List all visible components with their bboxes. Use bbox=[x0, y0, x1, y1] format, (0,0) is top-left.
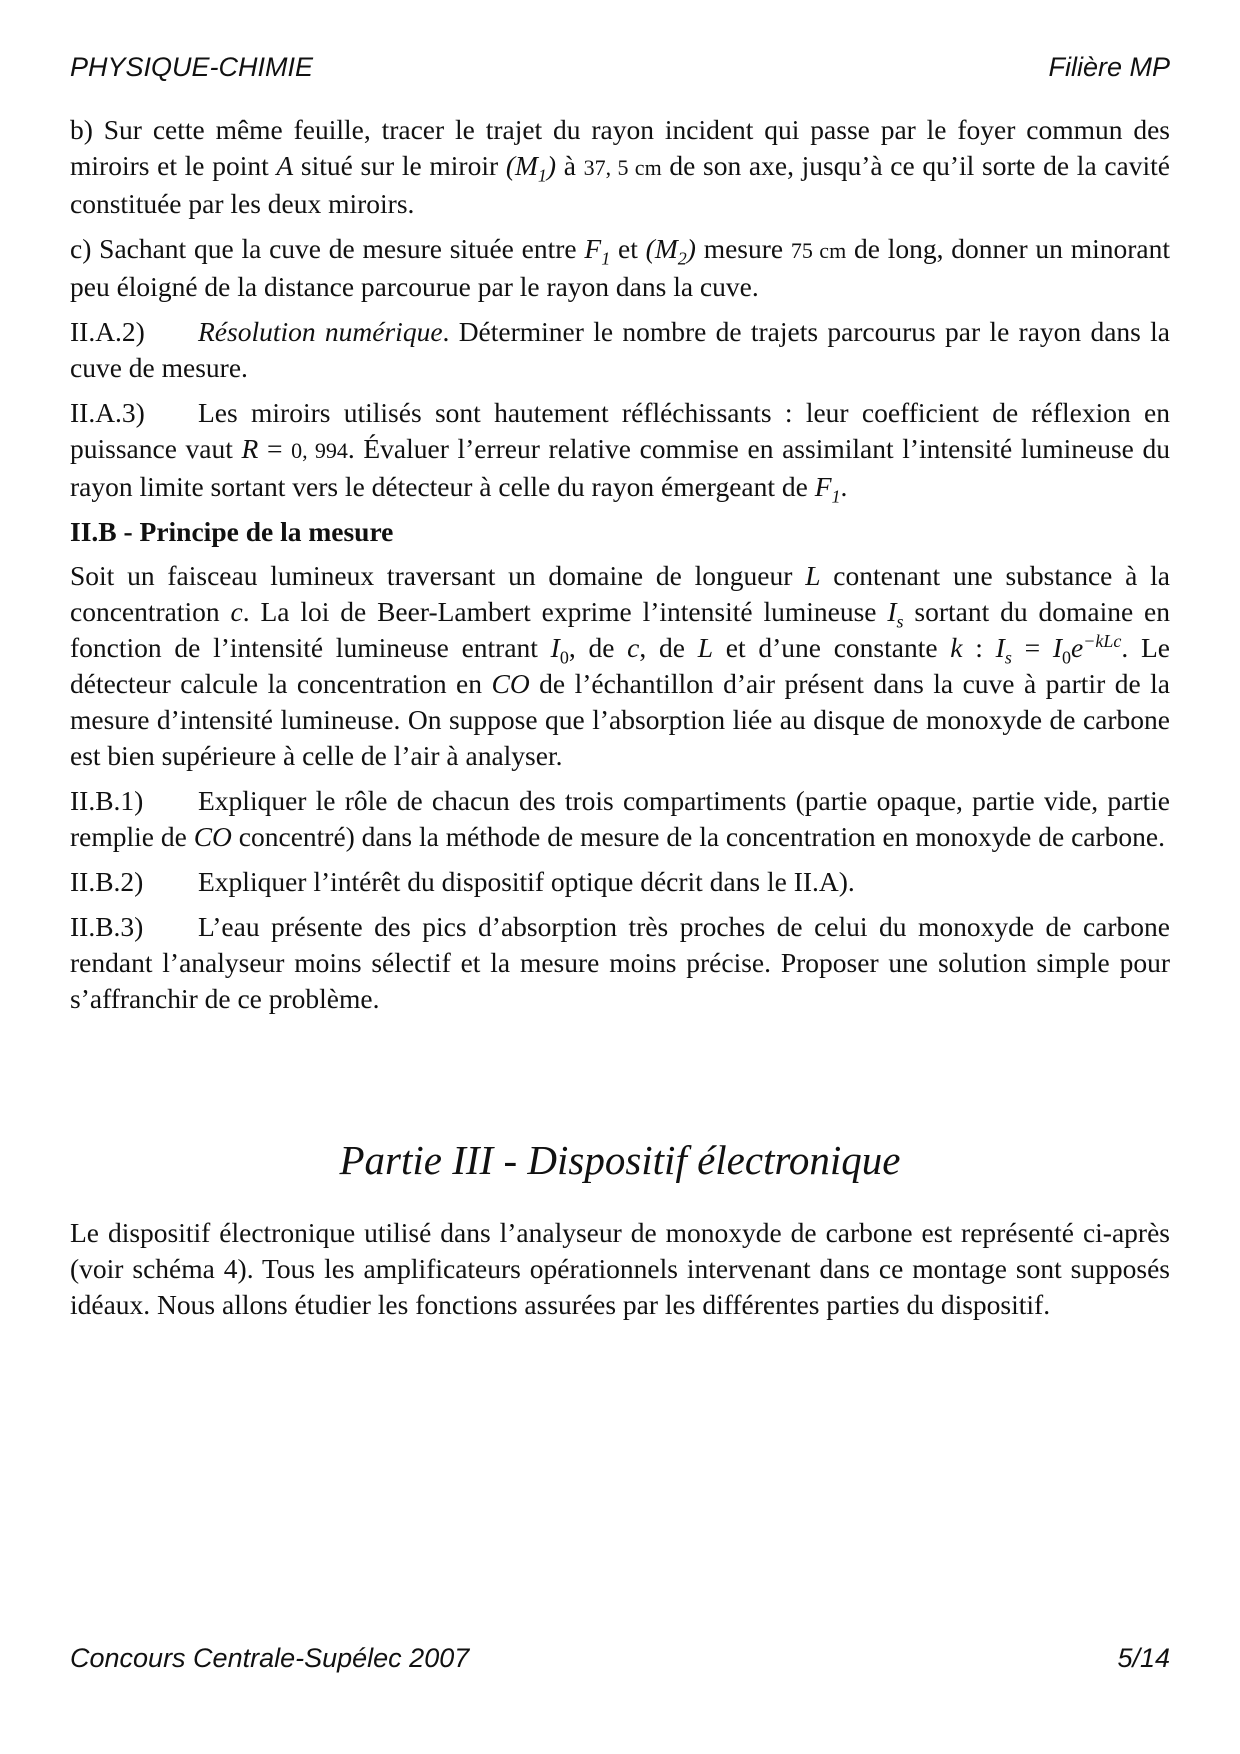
footer-contest: Concours Centrale-Supélec 2007 bbox=[70, 1643, 470, 1673]
text: I bbox=[550, 632, 560, 663]
question-II-B-2 bbox=[70, 864, 1170, 900]
question-II-A-2 bbox=[70, 314, 1170, 386]
text: ) bbox=[546, 150, 557, 181]
paragraph-II-B bbox=[70, 558, 1170, 774]
text: contenant une substance à la concentration bbox=[70, 560, 1170, 627]
symbol-i0 bbox=[550, 632, 569, 668]
header-track: Filière MP bbox=[1048, 52, 1170, 82]
subscript: 1 bbox=[537, 165, 547, 186]
text: (M bbox=[645, 233, 678, 264]
text: Expliquer le rôle de chacun des trois compartiments (partie opaque, partie vide, partie remplie de bbox=[70, 785, 1170, 852]
mirror-m2 bbox=[645, 233, 696, 269]
question-label: II.B.2) bbox=[70, 866, 144, 897]
reflection-value: 0, 994 bbox=[291, 438, 348, 463]
text: sortant du domaine en fonction de l’intensité lumineuse entrant bbox=[70, 596, 1171, 663]
symbol-l: L bbox=[697, 632, 714, 663]
symbol-c: c bbox=[230, 596, 243, 627]
subscript: s bbox=[1004, 647, 1012, 668]
text: Les miroirs utilisés sont hautement réfléchissants : leur coefficient de réflexion en puissance vaut bbox=[70, 397, 1170, 464]
section-heading-II-B: II.B - Principe de la mesure bbox=[70, 516, 394, 547]
text: , de bbox=[639, 632, 698, 663]
question-label: II.B.3) bbox=[70, 911, 144, 942]
symbol-is bbox=[887, 596, 904, 632]
symbol-r: R bbox=[241, 433, 259, 464]
point-a: A bbox=[276, 150, 294, 181]
text: et bbox=[610, 233, 646, 264]
text: . Le détecteur calcule la concentration en bbox=[70, 632, 1170, 699]
text: e bbox=[1071, 632, 1084, 663]
page-content bbox=[70, 112, 1170, 1332]
text: et d’une constante bbox=[713, 632, 951, 663]
symbol-co: CO bbox=[491, 668, 530, 699]
subscript: s bbox=[896, 611, 904, 632]
text: mesure bbox=[695, 233, 791, 264]
question-II-A-3 bbox=[70, 395, 1170, 505]
paragraph-b bbox=[70, 112, 1170, 222]
text: . Déterminer le nombre de trajets parcourus par le rayon dans la cuve de mesure. bbox=[70, 316, 1170, 383]
superscript: −kLc bbox=[1083, 630, 1122, 651]
question-II-B-3 bbox=[70, 909, 1170, 1017]
text: : bbox=[962, 632, 996, 663]
text: . bbox=[840, 471, 848, 502]
subscript: 1 bbox=[601, 248, 611, 269]
question-label: II.A.2) bbox=[70, 316, 145, 347]
focus-f1 bbox=[584, 233, 611, 269]
text: I bbox=[1052, 632, 1062, 663]
text: de son axe, jusqu’à ce qu’il sorte de la cavité constituée par les deux miroirs. bbox=[70, 150, 1170, 219]
symbol-c: c bbox=[627, 632, 640, 663]
distance-value: 37, 5 cm bbox=[583, 155, 662, 180]
emphasis: Résolution numérique bbox=[198, 316, 443, 347]
text: I bbox=[887, 596, 897, 627]
mirror-m1 bbox=[505, 150, 557, 186]
beer-lambert-equation bbox=[995, 630, 1122, 668]
text: c) Sachant que la cuve de mesure située entre bbox=[70, 233, 585, 264]
symbol-l: L bbox=[805, 560, 821, 591]
text: de long, donner un minorant peu éloigné de la distance parcourue par le rayon dans la cuve. bbox=[70, 233, 1170, 302]
subscript: 0 bbox=[559, 647, 569, 668]
text: = bbox=[258, 433, 292, 464]
part-III-paragraph: Le dispositif électronique utilisé dans l’analyseur de monoxyde de carbone est représenté ci-après (voir schéma 4). Tous les amplificateurs opérationnels intervenant dans ce montage sont supposés idéaux. Nous allons étudier les fonctions assurées par les différentes parties du dispositif. bbox=[70, 1217, 1170, 1320]
subscript: 2 bbox=[677, 248, 687, 269]
text: b) Sur cette même feuille, tracer le trajet du rayon incident qui passe par le foyer commun des miroirs et le point bbox=[70, 114, 1170, 181]
text: Expliquer l’intérêt du dispositif optique décrit dans le II.A). bbox=[198, 866, 855, 897]
page-footer bbox=[70, 1643, 1170, 1674]
paragraph-c bbox=[70, 231, 1170, 305]
text: F bbox=[584, 233, 602, 264]
text: , de bbox=[568, 632, 628, 663]
subscript: 1 bbox=[831, 486, 841, 507]
subscript: 0 bbox=[1062, 647, 1071, 668]
text: . La loi de Beer-Lambert exprime l’intensité lumineuse bbox=[242, 596, 888, 627]
question-label: II.A.3) bbox=[70, 397, 145, 428]
symbol-k: k bbox=[950, 632, 963, 663]
text: I bbox=[995, 632, 1005, 663]
page-header bbox=[70, 52, 1170, 83]
text: situé sur le miroir bbox=[293, 150, 506, 181]
question-II-B-1 bbox=[70, 783, 1170, 855]
text: concentré) dans la méthode de mesure de la concentration en monoxyde de carbone. bbox=[231, 821, 1165, 852]
text: à bbox=[556, 150, 584, 181]
symbol-co: CO bbox=[193, 821, 232, 852]
text: (M bbox=[505, 150, 538, 181]
text: Soit un faisceau lumineux traversant un domaine de longueur bbox=[70, 560, 806, 591]
text: = bbox=[1011, 632, 1053, 663]
text: ) bbox=[686, 233, 696, 264]
focus-f1 bbox=[814, 471, 841, 507]
text: . Évaluer l’erreur relative commise en assimilant l’intensité lumineuse du rayon limite sortant vers le détecteur à celle du rayon émergeant de bbox=[70, 433, 1170, 502]
header-subject: PHYSIQUE-CHIMIE bbox=[70, 52, 314, 82]
text: de l’échantillon d’air présent dans la cuve à partir de la mesure d’intensité lumineuse. On suppose que l’absorption liée au disque de monoxyde de carbone est bien supérieure à celle de l’air à analyser. bbox=[70, 668, 1171, 771]
length-value: 75 cm bbox=[790, 238, 847, 263]
text: F bbox=[814, 471, 832, 502]
question-label: II.B.1) bbox=[70, 785, 144, 816]
part-III-title: Partie III - Dispositif électronique bbox=[339, 1137, 901, 1183]
text: L’eau présente des pics d’absorption très proches de celui du monoxyde de carbone rendant l’analyseur moins sélectif et la mesure moins précise. Proposer une solution simple pour s’affranchir de ce problème. bbox=[70, 911, 1170, 1014]
page-number: 5/14 bbox=[1117, 1643, 1170, 1673]
